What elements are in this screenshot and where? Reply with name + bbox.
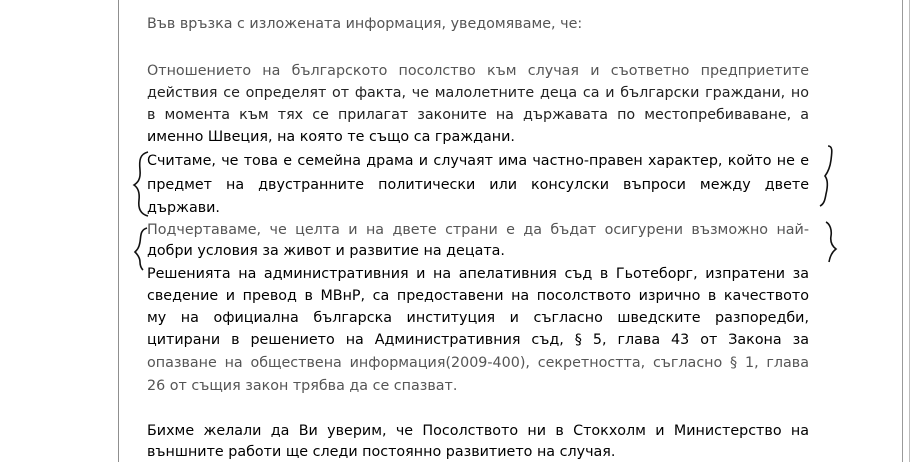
page-frame-right-edge [902, 0, 903, 462]
paragraph5-line2: външните работи ще следи постоянно развитието на случая. [147, 444, 616, 460]
left-bracket-mark [134, 152, 148, 216]
paragraph4-line6: 26 от същия закон трябва да се спазват. [147, 378, 458, 394]
paragraph2-line2: предмет на двустранните политически или консулски въпроси между двете [147, 177, 809, 193]
right-bracket-mark [820, 146, 832, 206]
paragraph1-line3: в момента към тях се прилагат законите на държавата по местопребиваване, а [147, 107, 809, 123]
paragraph2-line1: Считаме, че това е семейна драма и случаят има частно-правен характер, който не е [147, 153, 809, 169]
paragraph4-line5: опазване на обществена информация(2009-400), секретността, съгласно § 1, глава [147, 355, 809, 371]
paragraph4-line2: сведение и превод в МВнР, са предоставени на посолството изрично в качеството [147, 288, 809, 304]
page-frame-right-edge-outer [909, 0, 910, 462]
paragraph1-line2: действия се определят от факта, че малолетните деца са и български граждани, но [147, 85, 809, 101]
paragraph4-line1: Решенията на административния и на апелативния съд в Гьотеборг, изпратени за [147, 266, 809, 282]
left-bracket-mark-2 [135, 228, 147, 270]
paragraph4-line3: му на официална българска институция и съгласно шведските разпоредби, [147, 310, 809, 326]
paragraph4-line4: цитирани в решението на Административния съд, § 5, глава 43 от Закона за [147, 332, 809, 348]
paragraph2-line3: държави. [147, 200, 220, 216]
paragraph5-line1: Бихме желали да Ви уверим, че Посолството ни в Стокхолм и Министерство на [147, 423, 809, 439]
right-bracket-mark-2 [826, 222, 836, 262]
paragraph3-line1: Подчертаваме, че целта и на двете страни е да бъдат осигурени възможно най- [147, 222, 809, 238]
paragraph3-line2: добри условия за живот и развитие на децата. [147, 243, 505, 259]
page-frame-left-edge [118, 0, 119, 462]
intro-line: Във връзка с изложената информация, уведомяваме, че: [147, 16, 583, 32]
paragraph1-line1: Отношението на българското посолство към случая и съответно предприетите [147, 63, 809, 79]
paragraph1-line4: именно Швеция, на която те също са граждани. [147, 129, 515, 145]
